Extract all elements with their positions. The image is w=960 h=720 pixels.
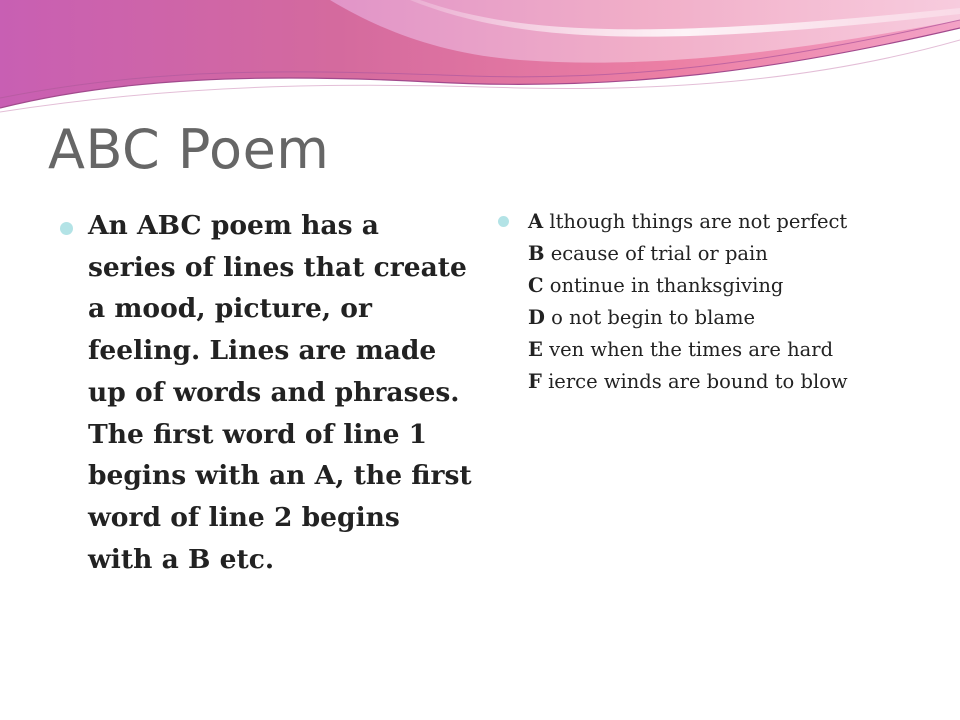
slide-title: ABC Poem	[48, 118, 330, 181]
poem-line-letter: D	[528, 306, 545, 329]
poem-line-letter: E	[528, 338, 543, 361]
poem-line-rest: ierce winds are bound to blow	[548, 370, 848, 393]
poem-line	[528, 270, 948, 302]
poem-line-letter: F	[528, 370, 542, 393]
bullet-icon	[60, 222, 73, 235]
poem-line	[528, 206, 948, 238]
poem-example-list	[528, 206, 948, 398]
poem-line	[528, 238, 948, 270]
poem-line	[528, 334, 948, 366]
poem-line-rest: lthough things are not perfect	[549, 210, 848, 233]
poem-line-letter: B	[528, 242, 545, 265]
poem-line-rest: o not begin to blame	[551, 306, 756, 329]
poem-line-rest: ontinue in thanksgiving	[549, 274, 784, 297]
abc-poem-description: An ABC poem has a series of lines that create a mood, picture, or feeling. Lines are made up of words and phrases. The first word of line 1 begins with an A, the first word of line 2 begins with a B etc.	[88, 210, 472, 575]
poem-line-letter: A	[528, 210, 544, 233]
poem-line	[528, 366, 948, 398]
poem-line	[528, 302, 948, 334]
poem-line-rest: ven when the times are hard	[549, 338, 834, 361]
poem-line-letter: C	[528, 274, 544, 297]
bullet-icon	[498, 216, 509, 227]
poem-line-rest: ecause of trial or pain	[550, 242, 768, 265]
header-wave-decoration	[0, 0, 960, 120]
